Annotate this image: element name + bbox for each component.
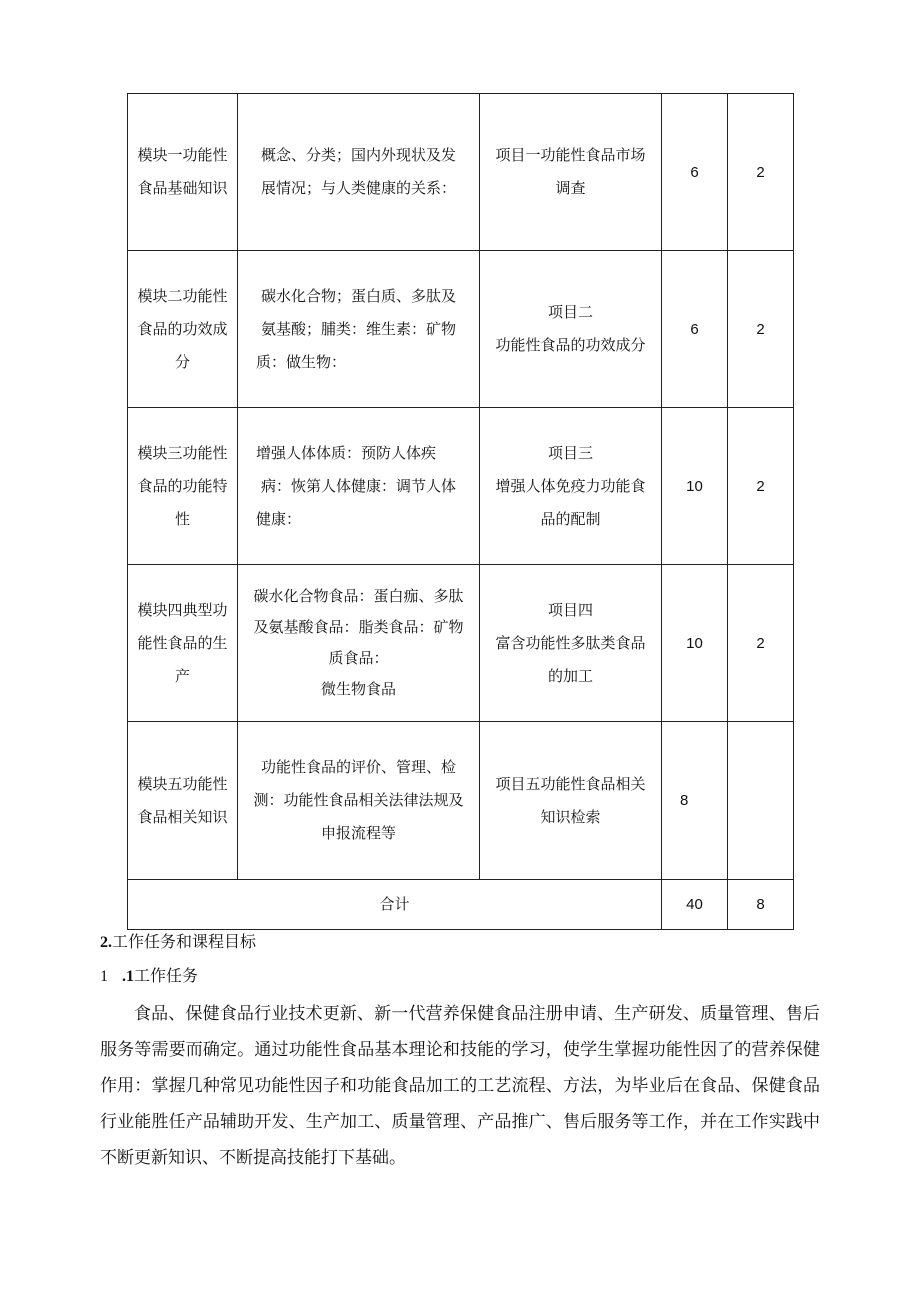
module-cell (128, 408, 238, 565)
table-row (128, 565, 794, 722)
hours-cell: 6 (662, 94, 728, 251)
module-cell (128, 722, 238, 880)
subsection-heading (100, 964, 198, 989)
hours-cell: 8 (662, 722, 728, 880)
project-cell (480, 408, 662, 565)
content-cell (238, 94, 480, 251)
project-cell (480, 722, 662, 880)
module-line: 食品相关知识 (137, 807, 228, 826)
hours-cell: 6 (662, 251, 728, 408)
content-line: 微生物食品 (320, 680, 396, 698)
module-line: 模块一功能性 (137, 146, 228, 164)
content-line: 概念、分类；国内外现状及发 (260, 146, 456, 164)
content-line: 质：做生物： (256, 352, 347, 371)
subsection-number-part1: 1 (100, 968, 108, 985)
content-line: 碳水化合物食品：蛋白痂、多肽 (253, 587, 464, 605)
table-row (128, 408, 794, 565)
module-line: 食品基础知识 (137, 179, 228, 197)
course-modules-table (127, 93, 794, 930)
content-line: 病：恢第人体健康：调节人体 (260, 476, 456, 495)
table-row (128, 94, 794, 251)
project-line: 调查 (555, 179, 586, 197)
module-cell (128, 565, 238, 722)
module-line: 模块二功能性 (137, 286, 228, 305)
project-line: 项目四 (547, 600, 593, 619)
module-line: 分 (174, 352, 190, 371)
hours-cell: 2 (728, 565, 794, 722)
content-cell (238, 565, 480, 722)
hours-cell (728, 722, 794, 880)
project-line: 的加工 (547, 666, 593, 685)
project-line: 项目三 (547, 443, 593, 462)
content-cell (238, 251, 480, 408)
content-line: 碳水化合物；蛋白质、多肽及 (260, 286, 456, 305)
hours-cell: 10 (662, 565, 728, 722)
content-line: 及氨基酸食品：脂类食品：矿物 (253, 618, 464, 636)
content-line: 测：功能性食品相关法律法规及 (253, 791, 464, 809)
content-line: 健康： (256, 509, 302, 528)
subsection-title: 工作任务 (134, 966, 199, 985)
project-line: 项目一功能性食品市场 (495, 146, 646, 164)
table-row (128, 722, 794, 880)
content-line: 氨基酸；脯类：维生素：矿物 (260, 319, 456, 338)
table-row (128, 251, 794, 408)
total-label: 合计 (128, 880, 662, 930)
module-cell (128, 94, 238, 251)
content-line: 质食品： (328, 649, 389, 667)
project-line: 品的配制 (540, 509, 601, 528)
content-line: 展情况；与人类健康的关系： (260, 179, 456, 197)
project-line: 知识检索 (540, 807, 601, 826)
total-hours-b: 8 (728, 880, 794, 930)
section-heading (100, 930, 256, 955)
section-number: 2. (100, 934, 112, 951)
content-line: 功能性食品的评价、管理、检 (260, 758, 456, 776)
hours-cell: 2 (728, 251, 794, 408)
module-line: 模块三功能性 (137, 443, 228, 462)
hours-cell: 2 (728, 408, 794, 565)
content-line: 申报流程等 (320, 824, 396, 842)
module-line: 性 (174, 509, 190, 528)
project-cell (480, 251, 662, 408)
section-title: 工作任务和课程目标 (112, 932, 257, 951)
project-line: 项目二 (547, 303, 593, 321)
project-line: 项目五功能性食品相关 (495, 774, 646, 793)
module-cell (128, 251, 238, 408)
content-cell (238, 408, 480, 565)
subsection-number-part2: .1 (122, 968, 134, 985)
module-line: 能性食品的生 (137, 633, 228, 652)
module-line: 模块五功能性 (137, 774, 228, 793)
content-cell (238, 722, 480, 880)
total-hours-a: 40 (662, 880, 728, 930)
module-line: 食品的功效成 (137, 319, 228, 338)
module-line: 模块四典型功 (137, 600, 228, 619)
project-line: 增强人体免疫力功能食 (495, 476, 646, 495)
project-cell (480, 565, 662, 722)
body-paragraph: 食品、保健食品行业技术更新、新一代营养保健食品注册申请、生产研发、质量管理、售后服务等需要而确定。通过功能性食品基本理论和技能的学习，使学生掌握功能性因了的营养保健作用：掌握几种常见功能性因子和功能食品加工的工艺流程、方法，为毕业后在食品、保健食品行业能胜任产品辅助开发、生产加工、质量管理、产品推广、售后服务等工作，并在工作实践中不断更新知识、不断提高技能打下基础。 (100, 1004, 820, 1168)
hours-cell: 2 (728, 94, 794, 251)
hours-cell: 10 (662, 408, 728, 565)
module-line: 食品的功能特 (137, 476, 228, 495)
project-line: 富含功能性多肽类食品 (495, 633, 646, 652)
project-cell (480, 94, 662, 251)
total-row (128, 880, 794, 930)
content-line: 增强人体体质：预防人体疾 (256, 443, 437, 462)
module-line: 产 (174, 666, 190, 685)
project-line: 功能性食品的功效成分 (495, 336, 646, 354)
